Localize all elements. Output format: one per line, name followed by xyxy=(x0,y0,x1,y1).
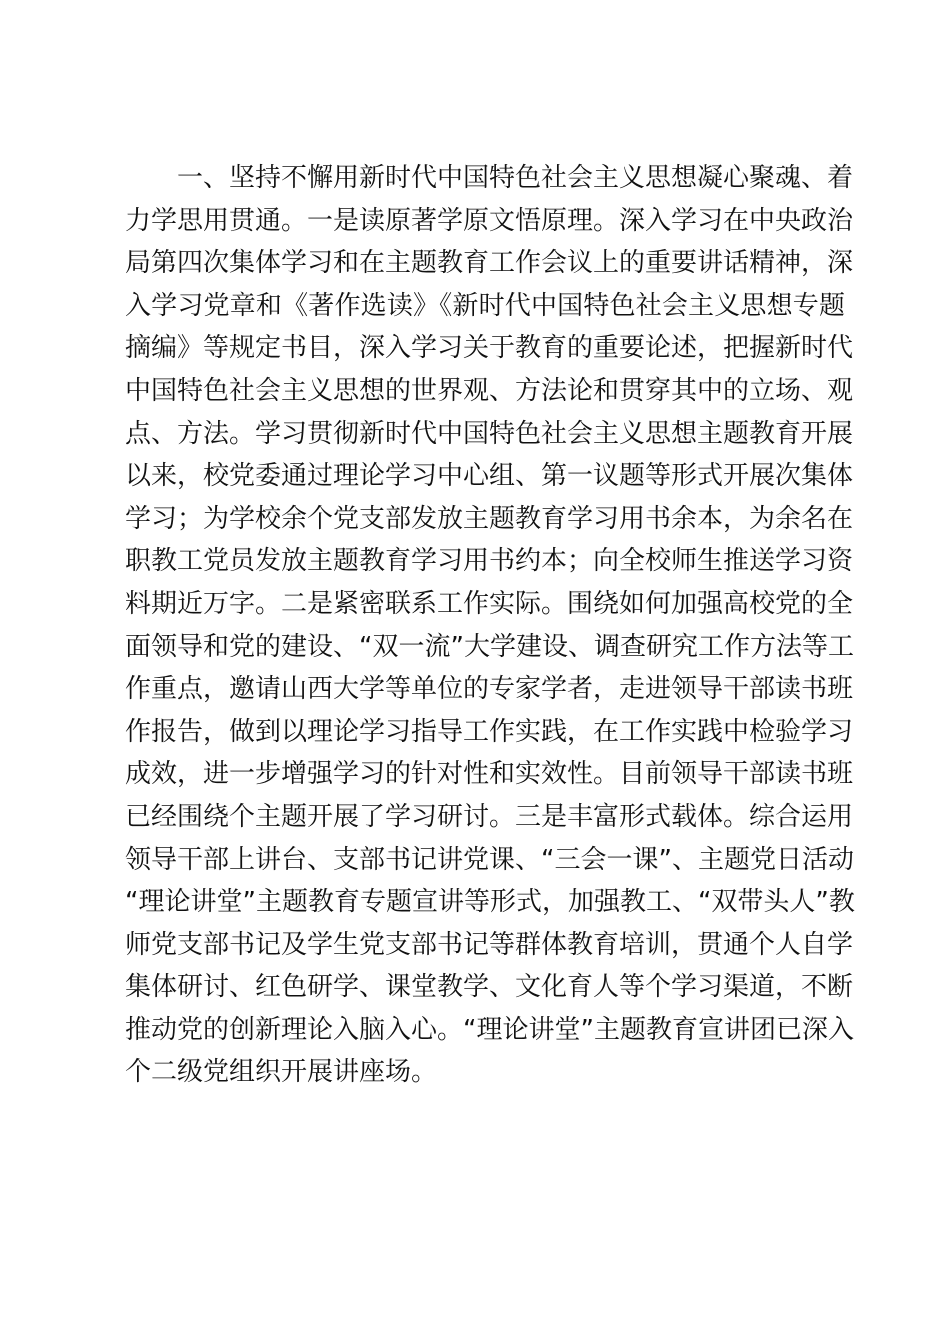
body-paragraph xyxy=(125,157,855,1094)
paragraph-line: “理论讲堂”主题教育专题宣讲等形式，加强教工、“双带头人”教 xyxy=(125,887,855,918)
paragraph-line: 以来，校党委通过理论学习中心组、第一议题等形式开展次集体 xyxy=(125,461,854,492)
paragraph-line: 面领导和党的建设、“双一流”大学建设、调查研究工作方法等工 xyxy=(125,631,854,662)
paragraph-line: 领导干部上讲台、支部书记讲党课、“三会一课”、主题党日活动 xyxy=(125,844,854,875)
paragraph-line: 摘编》等规定书目，深入学习关于教育的重要论述，把握新时代 xyxy=(125,333,854,364)
paragraph-line: 局第四次集体学习和在主题教育工作会议上的重要讲话精神，深 xyxy=(125,248,854,279)
paragraph-line: 作报告，做到以理论学习指导工作实践，在工作实践中检验学习 xyxy=(125,716,854,747)
paragraph-line: 推动党的创新理论入脑入心。“理论讲堂”主题教育宣讲团已深入 xyxy=(125,1014,854,1045)
paragraph-line: 力学思用贯通。一是读原著学原文悟原理。深入学习在中央政治 xyxy=(125,205,854,236)
paragraph-line: 点、方法。学习贯彻新时代中国特色社会主义思想主题教育开展 xyxy=(125,418,854,449)
paragraph-line: 料期近万字。二是紧密联系工作实际。围绕如何加强高校党的全 xyxy=(125,588,854,619)
paragraph-line: 一、坚持不懈用新时代中国特色社会主义思想凝心聚魂、着 xyxy=(177,163,854,193)
paragraph-line: 中国特色社会主义思想的世界观、方法论和贯穿其中的立场、观 xyxy=(125,375,854,406)
paragraph-line: 入学习党章和《著作选读》《新时代中国特色社会主义思想专题 xyxy=(125,290,845,321)
paragraph-line: 已经围绕个主题开展了学习研讨。三是丰富形式载体。综合运用 xyxy=(125,801,854,832)
paragraph-line: 学习；为学校余个党支部发放主题教育学习用书余本，为余名在 xyxy=(125,503,854,534)
paragraph-line: 个二级党组织开展讲座场。 xyxy=(125,1057,438,1088)
paragraph-line: 作重点，邀请山西大学等单位的专家学者，走进领导干部读书班 xyxy=(125,674,854,705)
paragraph-line: 师党支部书记及学生党支部书记等群体教育培训，贯通个人自学 xyxy=(125,929,854,960)
paragraph-line: 职教工党员发放主题教育学习用书约本；向全校师生推送学习资 xyxy=(125,546,854,577)
paragraph-line: 集体研讨、红色研学、课堂教学、文化育人等个学习渠道，不断 xyxy=(125,972,854,1003)
paragraph-line: 成效，进一步增强学习的针对性和实效性。目前领导干部读书班 xyxy=(125,759,854,790)
